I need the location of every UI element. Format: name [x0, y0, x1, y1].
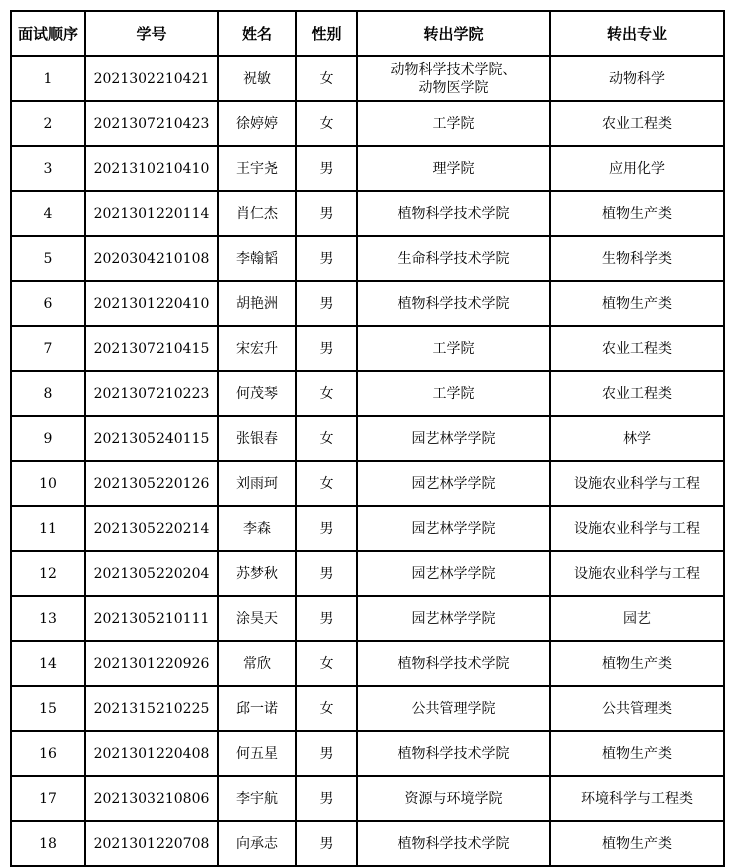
table-row	[11, 821, 724, 866]
cell-gender: 女	[296, 641, 357, 686]
cell-order: 10	[11, 461, 85, 506]
cell-order: 11	[11, 506, 85, 551]
cell-from-college: 园艺林学学院	[357, 461, 550, 506]
cell-order: 12	[11, 551, 85, 596]
cell-student-id: 2021301220708	[85, 821, 218, 866]
header-from-college: 转出学院	[357, 11, 550, 56]
cell-student-id: 2021305210111	[85, 596, 218, 641]
cell-name: 王宇尧	[218, 146, 296, 191]
cell-from-major: 应用化学	[550, 146, 724, 191]
cell-from-major: 植物生产类	[550, 821, 724, 866]
cell-gender: 男	[296, 551, 357, 596]
table-row	[11, 641, 724, 686]
table-row	[11, 416, 724, 461]
table-row	[11, 506, 724, 551]
cell-order: 1	[11, 56, 85, 101]
cell-gender: 女	[296, 686, 357, 731]
table-row	[11, 371, 724, 416]
cell-student-id: 2021307210423	[85, 101, 218, 146]
cell-order: 9	[11, 416, 85, 461]
cell-name: 李翰韬	[218, 236, 296, 281]
cell-from-major: 农业工程类	[550, 326, 724, 371]
cell-from-major: 植物生产类	[550, 281, 724, 326]
cell-order: 14	[11, 641, 85, 686]
cell-gender: 男	[296, 731, 357, 776]
cell-from-college: 园艺林学学院	[357, 551, 550, 596]
cell-from-college: 园艺林学学院	[357, 506, 550, 551]
cell-gender: 男	[296, 506, 357, 551]
table-row	[11, 686, 724, 731]
table-row	[11, 236, 724, 281]
cell-gender: 男	[296, 596, 357, 641]
cell-student-id: 2021301220408	[85, 731, 218, 776]
cell-name: 徐婷婷	[218, 101, 296, 146]
cell-name: 祝敏	[218, 56, 296, 101]
cell-student-id: 2021307210223	[85, 371, 218, 416]
cell-from-major: 环境科学与工程类	[550, 776, 724, 821]
cell-order: 18	[11, 821, 85, 866]
cell-gender: 女	[296, 416, 357, 461]
cell-gender: 女	[296, 461, 357, 506]
cell-order: 2	[11, 101, 85, 146]
cell-order: 4	[11, 191, 85, 236]
cell-gender: 男	[296, 821, 357, 866]
cell-from-college: 植物科学技术学院	[357, 191, 550, 236]
cell-student-id: 2021310210410	[85, 146, 218, 191]
cell-from-college: 工学院	[357, 101, 550, 146]
cell-gender: 男	[296, 236, 357, 281]
cell-order: 6	[11, 281, 85, 326]
cell-name: 向承志	[218, 821, 296, 866]
cell-student-id: 2021307210415	[85, 326, 218, 371]
cell-gender: 女	[296, 101, 357, 146]
cell-gender: 男	[296, 191, 357, 236]
cell-from-college: 植物科学技术学院	[357, 641, 550, 686]
header-interview-order: 面试顺序	[11, 11, 85, 56]
cell-from-major: 园艺	[550, 596, 724, 641]
cell-from-major: 农业工程类	[550, 101, 724, 146]
cell-student-id: 2021305220126	[85, 461, 218, 506]
cell-name: 邱一诺	[218, 686, 296, 731]
cell-name: 宋宏升	[218, 326, 296, 371]
cell-student-id: 2021303210806	[85, 776, 218, 821]
cell-name: 苏梦秋	[218, 551, 296, 596]
cell-gender: 男	[296, 146, 357, 191]
transfer-interview-table	[10, 10, 725, 867]
cell-order: 7	[11, 326, 85, 371]
table-row	[11, 191, 724, 236]
cell-from-major: 植物生产类	[550, 191, 724, 236]
cell-from-major: 公共管理类	[550, 686, 724, 731]
cell-from-college: 生命科学技术学院	[357, 236, 550, 281]
cell-from-major: 动物科学	[550, 56, 724, 101]
table-row	[11, 281, 724, 326]
cell-from-college: 园艺林学学院	[357, 596, 550, 641]
cell-from-college: 公共管理学院	[357, 686, 550, 731]
cell-student-id: 2021305240115	[85, 416, 218, 461]
cell-order: 8	[11, 371, 85, 416]
cell-name: 张银春	[218, 416, 296, 461]
cell-from-major: 生物科学类	[550, 236, 724, 281]
cell-student-id: 2021302210421	[85, 56, 218, 101]
header-from-major: 转出专业	[550, 11, 724, 56]
cell-from-major: 植物生产类	[550, 641, 724, 686]
cell-gender: 男	[296, 281, 357, 326]
cell-name: 何五星	[218, 731, 296, 776]
header-gender: 性别	[296, 11, 357, 56]
header-row	[11, 11, 724, 56]
cell-name: 李森	[218, 506, 296, 551]
cell-gender: 男	[296, 326, 357, 371]
cell-name: 何茂琴	[218, 371, 296, 416]
cell-name: 常欣	[218, 641, 296, 686]
table-row	[11, 461, 724, 506]
table-row	[11, 101, 724, 146]
cell-from-college: 资源与环境学院	[357, 776, 550, 821]
table-row	[11, 146, 724, 191]
cell-from-college: 工学院	[357, 371, 550, 416]
cell-order: 5	[11, 236, 85, 281]
table-row	[11, 551, 724, 596]
cell-order: 17	[11, 776, 85, 821]
cell-from-college: 园艺林学学院	[357, 416, 550, 461]
cell-student-id: 2021305220214	[85, 506, 218, 551]
cell-from-college: 动物科学技术学院、 动物医学院	[357, 56, 550, 101]
table-row	[11, 776, 724, 821]
cell-student-id: 2021305220204	[85, 551, 218, 596]
cell-from-college: 植物科学技术学院	[357, 281, 550, 326]
cell-student-id: 2021301220410	[85, 281, 218, 326]
table-row	[11, 326, 724, 371]
cell-from-college: 植物科学技术学院	[357, 731, 550, 776]
header-student-id: 学号	[85, 11, 218, 56]
cell-gender: 女	[296, 371, 357, 416]
cell-name: 胡艳洲	[218, 281, 296, 326]
cell-from-major: 农业工程类	[550, 371, 724, 416]
cell-from-college: 工学院	[357, 326, 550, 371]
cell-name: 刘雨珂	[218, 461, 296, 506]
cell-from-major: 设施农业科学与工程	[550, 461, 724, 506]
cell-from-college: 植物科学技术学院	[357, 821, 550, 866]
header-name: 姓名	[218, 11, 296, 56]
table-row	[11, 731, 724, 776]
cell-from-major: 植物生产类	[550, 731, 724, 776]
cell-gender: 女	[296, 56, 357, 101]
table-row	[11, 56, 724, 101]
cell-order: 16	[11, 731, 85, 776]
cell-student-id: 2021301220926	[85, 641, 218, 686]
cell-from-college: 理学院	[357, 146, 550, 191]
cell-name: 肖仁杰	[218, 191, 296, 236]
cell-from-major: 设施农业科学与工程	[550, 551, 724, 596]
cell-from-major: 林学	[550, 416, 724, 461]
cell-from-major: 设施农业科学与工程	[550, 506, 724, 551]
cell-name: 涂昊天	[218, 596, 296, 641]
cell-student-id: 2020304210108	[85, 236, 218, 281]
cell-order: 13	[11, 596, 85, 641]
cell-student-id: 2021315210225	[85, 686, 218, 731]
cell-order: 3	[11, 146, 85, 191]
cell-order: 15	[11, 686, 85, 731]
cell-gender: 男	[296, 776, 357, 821]
cell-name: 李宇航	[218, 776, 296, 821]
cell-student-id: 2021301220114	[85, 191, 218, 236]
table-row	[11, 596, 724, 641]
